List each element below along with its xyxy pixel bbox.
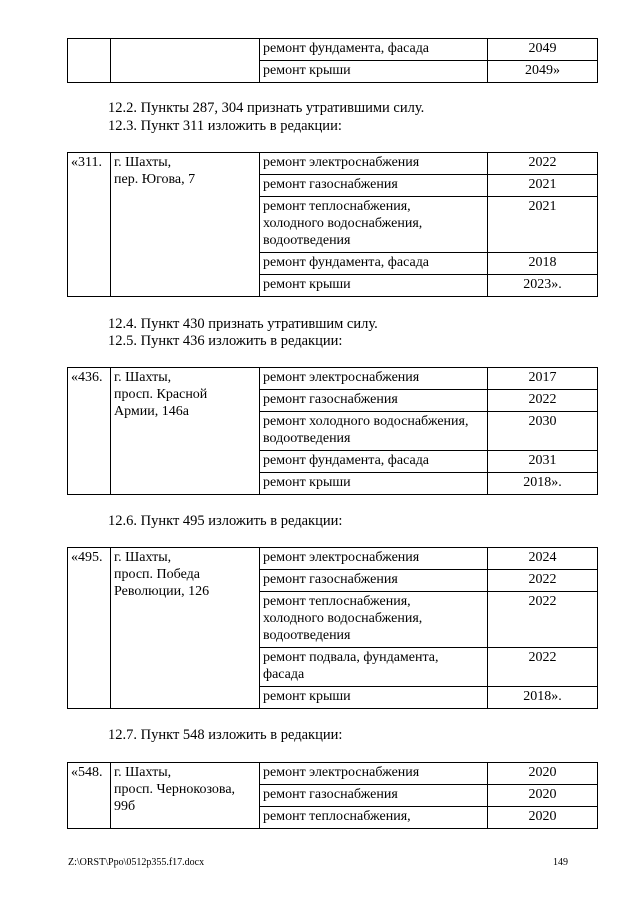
paragraph-12-3: 12.3. Пункт 311 изложить в редакции:: [108, 118, 342, 134]
work-line: водоотведения: [263, 628, 351, 643]
table-cell-work: [260, 648, 488, 687]
table-cell-work: ремонт крыши: [260, 275, 488, 297]
work-line: водоотведения: [263, 431, 351, 446]
address-line: просп. Чернокозова,: [114, 782, 236, 797]
table-cell-year: 2020: [488, 807, 598, 829]
table-cell-year: 2017: [488, 368, 598, 390]
table-cell-work: ремонт теплоснабжения,: [260, 807, 488, 829]
table-cell-year: 2018».: [488, 687, 598, 709]
table-cell-address: [111, 39, 260, 83]
table-cell-work: ремонт фундамента, фасада: [260, 451, 488, 473]
table-cell-year: 2021: [488, 175, 598, 197]
table-item-311: [67, 152, 598, 297]
table-cell-address: [111, 763, 260, 829]
table-continuation: [67, 38, 598, 83]
table-cell-year: 2022: [488, 390, 598, 412]
table-cell-address: [111, 153, 260, 297]
table-cell-year: 2021: [488, 197, 598, 253]
table-cell-work: ремонт газоснабжения: [260, 390, 488, 412]
work-line: фасада: [263, 667, 305, 682]
address-line: Армии, 146а: [114, 404, 189, 419]
paragraph-12-2: 12.2. Пункты 287, 304 признать утратившими силу.: [108, 100, 425, 116]
table-item-548: [67, 762, 598, 829]
work-line: ремонт холодного водоснабжения,: [263, 414, 469, 429]
table-cell-work: ремонт газоснабжения: [260, 175, 488, 197]
paragraph-12-5: 12.5. Пункт 436 изложить в редакции:: [108, 333, 343, 349]
table-cell-address: [111, 368, 260, 495]
work-line: холодного водоснабжения,: [263, 216, 423, 231]
address-line: г. Шахты,: [114, 765, 172, 780]
table-cell-work: ремонт электроснабжения: [260, 153, 488, 175]
paragraph-12-6: 12.6. Пункт 495 изложить в редакции:: [108, 513, 343, 529]
table-cell-year: 2049»: [488, 61, 598, 83]
work-line: ремонт теплоснабжения,: [263, 199, 411, 214]
table-cell-work: ремонт электроснабжения: [260, 368, 488, 390]
address-line: Революции, 126: [114, 584, 210, 599]
table-cell-year: 2023».: [488, 275, 598, 297]
footer-file-path: Z:\ORST\Ppo\0512p355.f17.docx: [68, 857, 205, 868]
paragraph-12-4: 12.4. Пункт 430 признать утратившим силу.: [108, 316, 378, 332]
table-cell-work: ремонт электроснабжения: [260, 763, 488, 785]
page-number: 149: [553, 857, 568, 868]
table-cell-work: [260, 592, 488, 648]
address-line: пер. Югова, 7: [114, 172, 196, 187]
table-item-436: [67, 367, 598, 495]
table-cell-work: ремонт газоснабжения: [260, 785, 488, 807]
table-cell-work: ремонт газоснабжения: [260, 570, 488, 592]
table-cell-year: 2022: [488, 153, 598, 175]
table-cell-address: [111, 548, 260, 709]
table-cell-work: ремонт крыши: [260, 473, 488, 495]
address-line: просп. Красной: [114, 387, 208, 402]
table-cell-number: «436.: [68, 368, 111, 495]
table-cell-year: 2031: [488, 451, 598, 473]
table-cell-number: «311.: [68, 153, 111, 297]
address-line: г. Шахты,: [114, 155, 172, 170]
address-line: просп. Победа: [114, 567, 200, 582]
table-cell-work: ремонт фундамента, фасада: [260, 253, 488, 275]
table-cell-number: [68, 39, 111, 83]
address-line: г. Шахты,: [114, 370, 172, 385]
table-cell-year: 2020: [488, 785, 598, 807]
table-cell-work: ремонт крыши: [260, 687, 488, 709]
table-cell-number: «548.: [68, 763, 111, 829]
work-line: холодного водоснабжения,: [263, 611, 423, 626]
address-line: г. Шахты,: [114, 550, 172, 565]
table-cell-year: 2018».: [488, 473, 598, 495]
table-cell-work: ремонт фундамента, фасада: [260, 39, 488, 61]
table-cell-year: 2022: [488, 570, 598, 592]
table-cell-year: 2022: [488, 648, 598, 687]
work-line: ремонт подвала, фундамента,: [263, 650, 439, 665]
table-cell-year: 2030: [488, 412, 598, 451]
table-cell-work: ремонт крыши: [260, 61, 488, 83]
table-cell-year: 2049: [488, 39, 598, 61]
table-item-495: [67, 547, 598, 709]
work-line: ремонт теплоснабжения,: [263, 594, 411, 609]
table-cell-work: [260, 412, 488, 451]
address-line: 99б: [114, 799, 136, 814]
table-cell-work: [260, 197, 488, 253]
table-cell-year: 2024: [488, 548, 598, 570]
table-cell-year: 2020: [488, 763, 598, 785]
table-cell-number: «495.: [68, 548, 111, 709]
work-line: водоотведения: [263, 233, 351, 248]
table-cell-year: 2022: [488, 592, 598, 648]
table-cell-year: 2018: [488, 253, 598, 275]
table-cell-work: ремонт электроснабжения: [260, 548, 488, 570]
paragraph-12-7: 12.7. Пункт 548 изложить в редакции:: [108, 727, 343, 743]
